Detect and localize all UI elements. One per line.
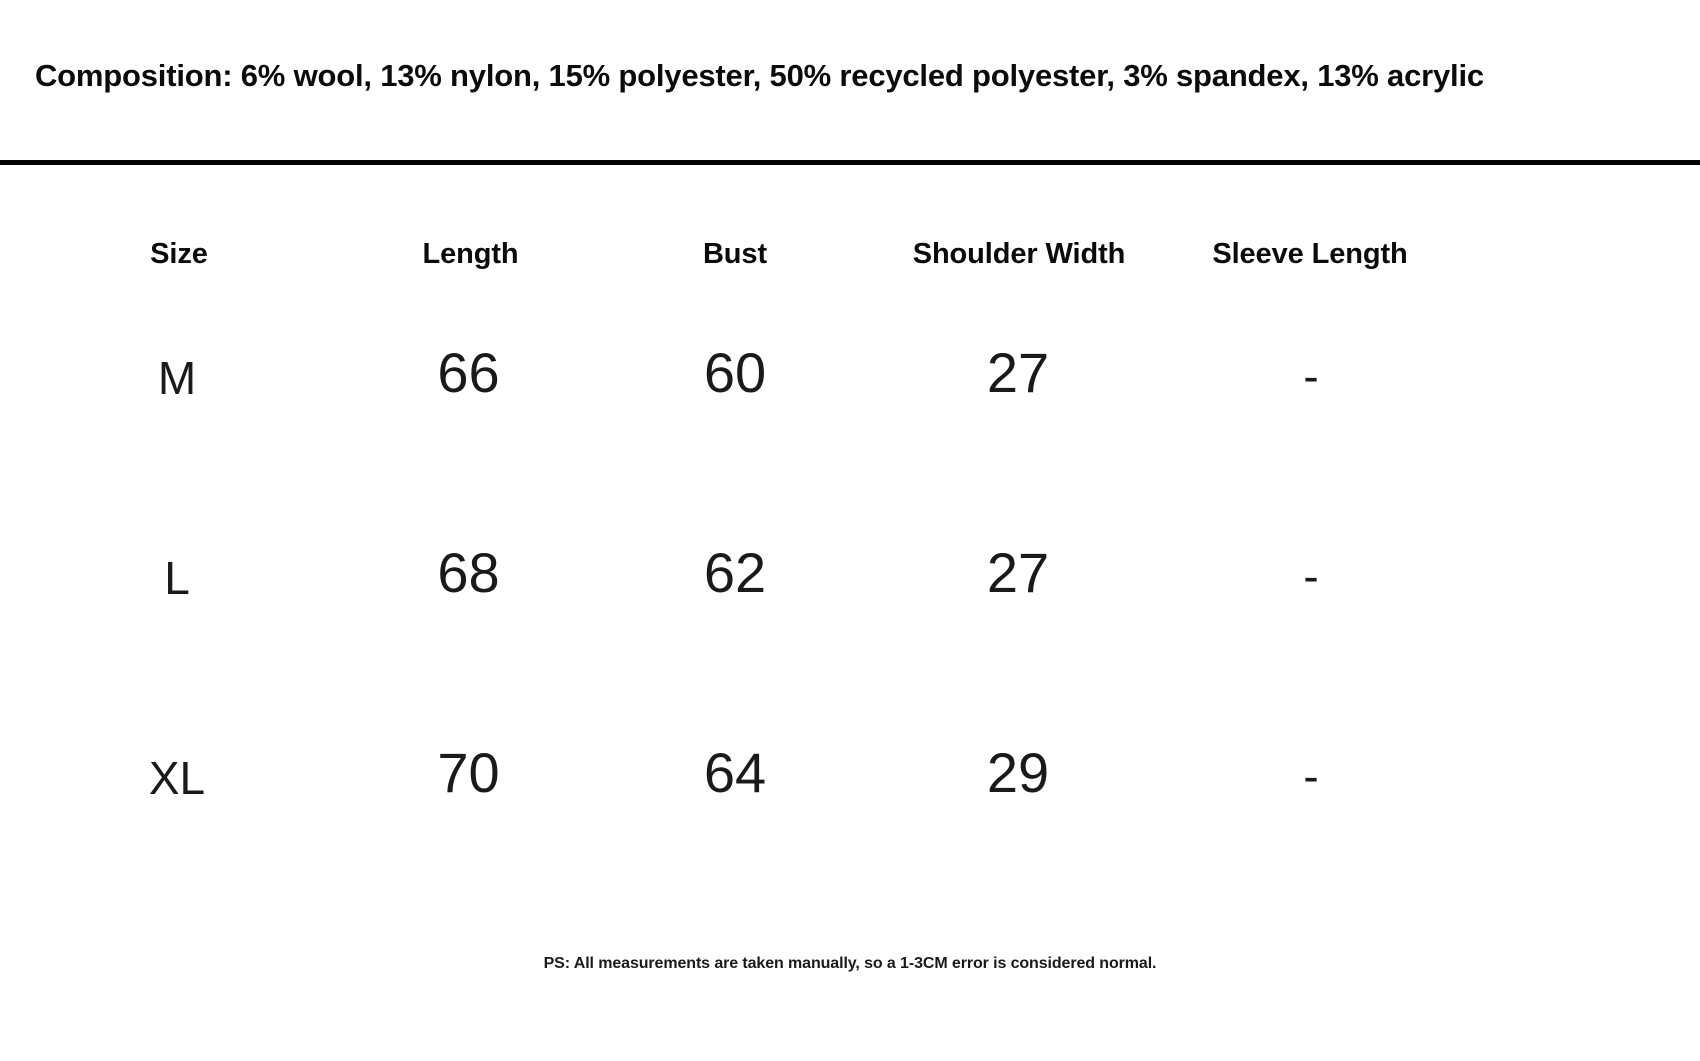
cell-bust: 64 (703, 741, 767, 804)
table-row (0, 705, 1700, 905)
cell-shoulder-width: 27 (986, 541, 1050, 604)
column-header-length: Length (422, 238, 519, 270)
cell-bust: 60 (703, 341, 767, 404)
cell-sleeve-length: - (1303, 350, 1319, 402)
table-row (0, 305, 1700, 505)
measurement-footnote: PS: All measurements are taken manually, so a 1-3CM error is considered normal. (543, 955, 1157, 972)
column-header-bust: Bust (702, 238, 768, 270)
cell-bust: 62 (703, 541, 767, 604)
column-header-sleeve-length: Sleeve Length (1212, 238, 1408, 270)
table-header-row (0, 200, 1700, 305)
column-header-shoulder-width: Shoulder Width (912, 238, 1126, 270)
size-table (0, 200, 1700, 905)
horizontal-divider (0, 160, 1700, 165)
cell-length: 68 (437, 541, 500, 604)
cell-shoulder-width: 27 (986, 341, 1050, 404)
cell-sleeve-length: - (1303, 750, 1319, 802)
cell-size: M (157, 352, 197, 404)
cell-length: 70 (437, 741, 500, 804)
composition-text: Composition: 6% wool, 13% nylon, 15% polyester, 50% recycled polyester, 3% spandex, 13% acrylic (35, 58, 1484, 93)
cell-length: 66 (437, 341, 500, 404)
cell-size: XL (148, 752, 206, 804)
cell-shoulder-width: 29 (986, 741, 1050, 804)
cell-sleeve-length: - (1303, 550, 1319, 602)
cell-size: L (164, 552, 190, 604)
column-header-size: Size (150, 238, 208, 270)
table-row (0, 505, 1700, 705)
